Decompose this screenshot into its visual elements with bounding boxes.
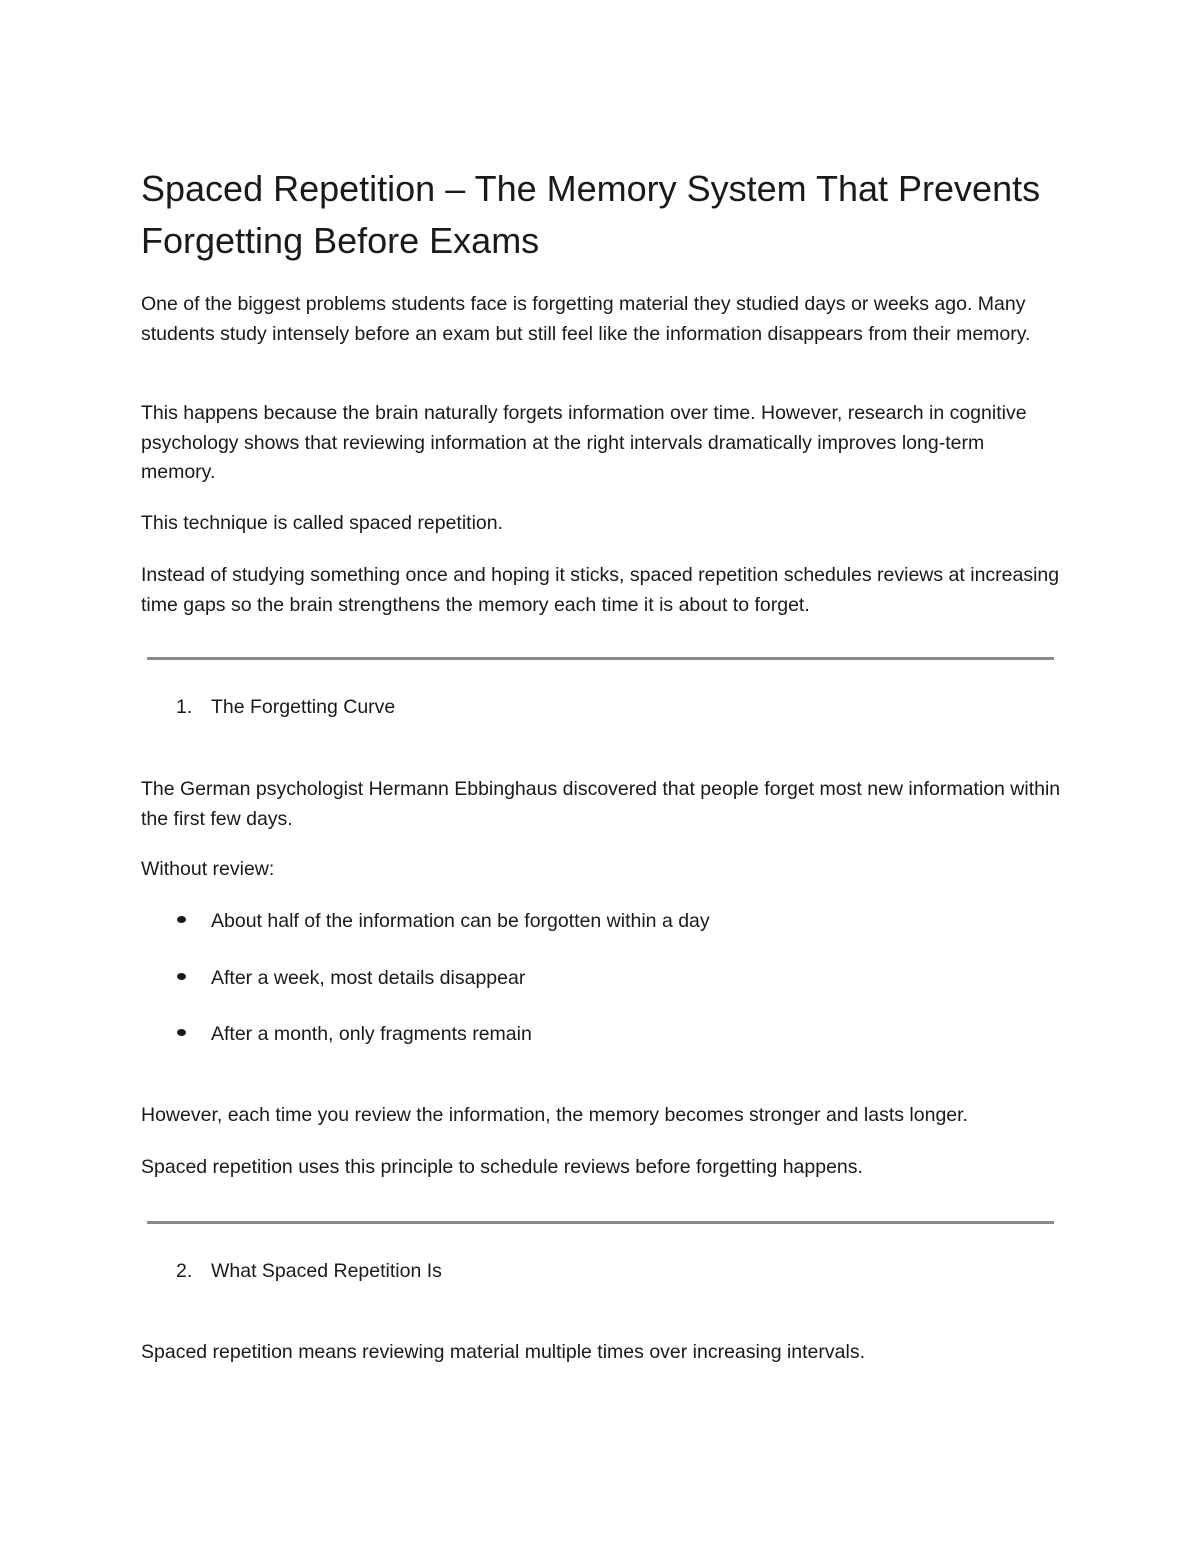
- intro-paragraph-2: This happens because the brain naturally forgets information over time. However, research in cognitive psychology shows that reviewing information at the right intervals dramatically improves long-term memory.: [141, 402, 1027, 483]
- section-2-paragraph-1: Spaced repetition means reviewing material multiple times over increasing intervals.: [141, 1341, 865, 1363]
- section-1-paragraph-4: Spaced repetition uses this principle to schedule reviews before forgetting happens.: [141, 1156, 863, 1178]
- intro-paragraph-1: One of the biggest problems students face is forgetting material they studied days or weeks ago. Many students study intensely before an exam but still feel like the information disappears from their memory.: [141, 293, 1031, 345]
- section-1-paragraph-2: Without review:: [141, 858, 275, 880]
- bullet-icon: [177, 973, 186, 980]
- list-item: After a month, only fragments remain: [177, 1020, 532, 1050]
- intro-paragraph-3: This technique is called spaced repetition.: [141, 512, 504, 534]
- section-1-number: 1.: [176, 696, 193, 718]
- section-2-number: 2.: [176, 1260, 193, 1282]
- horizontal-divider: [147, 1221, 1054, 1224]
- section-2-title: What Spaced Repetition Is: [211, 1260, 442, 1282]
- intro-paragraph-4: Instead of studying something once and hoping it sticks, spaced repetition schedules reviews at increasing time gaps so the brain strengthens the memory each time it is about to forget.: [141, 564, 1060, 616]
- section-1-title: The Forgetting Curve: [211, 696, 396, 718]
- section-2-heading: [176, 1257, 442, 1287]
- horizontal-divider: [147, 657, 1054, 660]
- section-1-heading: [176, 693, 395, 723]
- page-title: Spaced Repetition – The Memory System That Prevents Forgetting Before Exams: [141, 168, 1041, 261]
- list-item: About half of the information can be forgotten within a day: [177, 907, 710, 937]
- bullet-icon: [177, 916, 186, 923]
- bullet-icon: [177, 1029, 186, 1036]
- list-item: After a week, most details disappear: [177, 964, 525, 994]
- section-1-paragraph-3: However, each time you review the information, the memory becomes stronger and lasts longer.: [141, 1104, 968, 1126]
- section-1-paragraph-1: The German psychologist Hermann Ebbinghaus discovered that people forget most new information within the first few days.: [141, 778, 1061, 830]
